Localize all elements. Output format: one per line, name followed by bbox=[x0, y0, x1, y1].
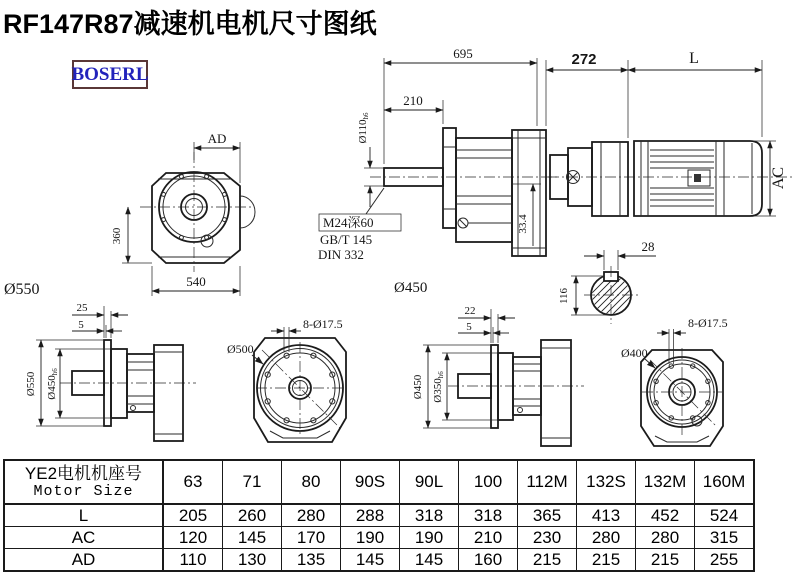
table-cell: 130 bbox=[223, 549, 282, 572]
header-line-en: Motor Size bbox=[33, 483, 134, 501]
table-cell: 318 bbox=[459, 504, 518, 527]
brand-logo: BOSERL bbox=[72, 60, 148, 89]
dim-25-label: 25 bbox=[76, 302, 88, 314]
flange-a-holes-label: 8-Ø17.5 bbox=[303, 317, 343, 331]
table-cell: 135 bbox=[282, 549, 341, 572]
dim-116-label: 116 bbox=[558, 287, 570, 305]
table-row-ac bbox=[4, 527, 754, 549]
table-cell: 190 bbox=[400, 527, 459, 549]
dim-272-label: 272 bbox=[571, 51, 597, 68]
table-cell: 110 bbox=[163, 549, 223, 572]
shaft-section-view bbox=[558, 239, 656, 348]
dim-695-label: 695 bbox=[453, 46, 473, 61]
table-cell: 215 bbox=[577, 549, 636, 572]
table-cell: 210 bbox=[459, 527, 518, 549]
row-label: AD bbox=[4, 549, 163, 572]
motor-view bbox=[546, 50, 792, 216]
front-view bbox=[4, 131, 255, 298]
table-cell: 145 bbox=[341, 549, 400, 572]
flange-b-spigot-label bbox=[432, 371, 445, 403]
table-cell: 318 bbox=[400, 504, 459, 527]
table-cell: 255 bbox=[695, 549, 755, 572]
table-cell: 315 bbox=[695, 527, 755, 549]
dim-ac-label: AC bbox=[770, 166, 787, 190]
motor-size-table bbox=[3, 459, 755, 572]
shaft-dia-label bbox=[357, 112, 370, 144]
flange-front-b-view bbox=[621, 316, 728, 446]
table-cell: 215 bbox=[636, 549, 695, 572]
table-cell: 230 bbox=[518, 527, 577, 549]
dim-l-label: L bbox=[689, 50, 699, 67]
front-outer-dia-label: Ø550 bbox=[4, 281, 40, 298]
table-cell: 280 bbox=[282, 504, 341, 527]
flange-a-spigot-dia: Ø450 bbox=[46, 375, 58, 400]
page-title: RF147R87减速机电机尺寸图纸 bbox=[3, 9, 377, 39]
flange-b-outer-label: Ø450 bbox=[412, 374, 424, 400]
header-line-cn: YE2电机机座号 bbox=[24, 463, 143, 483]
flange-a-spigot-label bbox=[46, 368, 59, 400]
table-cell: 260 bbox=[223, 504, 282, 527]
table-cell: 170 bbox=[282, 527, 341, 549]
table-header-cell bbox=[4, 460, 163, 504]
col-header: 100 bbox=[459, 460, 518, 504]
shaft-fit-value: h6 bbox=[362, 112, 370, 120]
table-cell: 160 bbox=[459, 549, 518, 572]
din-note: DIN 332 bbox=[318, 247, 364, 262]
flange-a-dia-label: Ø500 bbox=[227, 342, 254, 356]
dim-28-label: 28 bbox=[641, 239, 655, 254]
table-cell: 280 bbox=[636, 527, 695, 549]
flange-b-dia-label: Ø400 bbox=[621, 346, 648, 360]
table-cell: 413 bbox=[577, 504, 636, 527]
table-row-ad bbox=[4, 549, 754, 572]
flange-b-holes-label: 8-Ø17.5 bbox=[688, 316, 728, 330]
side-flange-dia-label: Ø450 bbox=[394, 280, 428, 296]
dim-334-label: 33.4 bbox=[517, 214, 529, 234]
col-header: 90L bbox=[400, 460, 459, 504]
side-view bbox=[318, 46, 560, 296]
table-cell: 190 bbox=[341, 527, 400, 549]
flange-b-spigot-fit: h6 bbox=[437, 371, 445, 379]
table-cell: 524 bbox=[695, 504, 755, 527]
flange-a-outer-label: Ø550 bbox=[25, 371, 37, 397]
dim-360-label: 360 bbox=[111, 227, 123, 245]
thread-note: M24深60 bbox=[323, 215, 374, 230]
row-label: AC bbox=[4, 527, 163, 549]
col-header: 132S bbox=[577, 460, 636, 504]
table-cell: 145 bbox=[223, 527, 282, 549]
table-cell: 215 bbox=[518, 549, 577, 572]
table-header-row bbox=[4, 460, 754, 504]
flange-side-a-view bbox=[25, 302, 196, 441]
col-header: 63 bbox=[163, 460, 223, 504]
table-cell: 205 bbox=[163, 504, 223, 527]
dim-22-label: 22 bbox=[464, 305, 476, 317]
shaft-dia-value: Ø110 bbox=[357, 119, 369, 144]
table-cell: 280 bbox=[577, 527, 636, 549]
dim-5-label: 5 bbox=[78, 319, 84, 331]
flange-b-spigot-dia: Ø350 bbox=[432, 378, 444, 403]
flange-front-a-view bbox=[227, 317, 346, 442]
col-header: 112M bbox=[518, 460, 577, 504]
dim-540-label: 540 bbox=[186, 274, 206, 289]
flange-side-b-view bbox=[412, 305, 584, 446]
gb-note: GB/T 145 bbox=[320, 232, 373, 247]
flange-a-spigot-fit: h6 bbox=[51, 368, 59, 376]
dim-5b-label: 5 bbox=[466, 321, 472, 333]
table-cell: 452 bbox=[636, 504, 695, 527]
col-header: 90S bbox=[341, 460, 400, 504]
row-label: L bbox=[4, 504, 163, 527]
col-header: 71 bbox=[223, 460, 282, 504]
dim-ad-label: AD bbox=[207, 131, 227, 146]
table-cell: 120 bbox=[163, 527, 223, 549]
table-cell: 288 bbox=[341, 504, 400, 527]
col-header: 160M bbox=[695, 460, 755, 504]
table-cell: 365 bbox=[518, 504, 577, 527]
dim-210-label: 210 bbox=[403, 93, 423, 108]
col-header: 132M bbox=[636, 460, 695, 504]
table-row-l bbox=[4, 504, 754, 527]
table-cell: 145 bbox=[400, 549, 459, 572]
col-header: 80 bbox=[282, 460, 341, 504]
